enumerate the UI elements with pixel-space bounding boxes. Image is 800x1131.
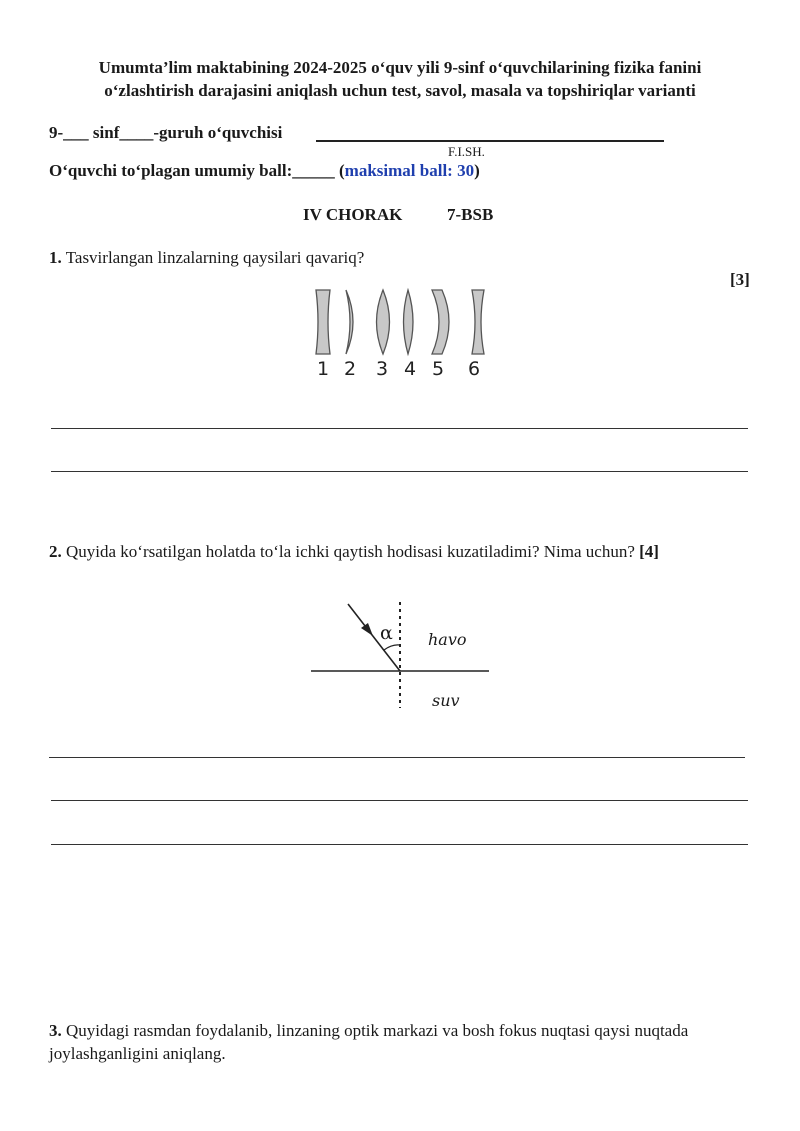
- lens-2: [346, 290, 353, 354]
- student-class-line: [49, 122, 282, 144]
- answer-line-q2-1[interactable]: [49, 757, 745, 758]
- sinf-label: sinf: [88, 123, 120, 142]
- score-label: O‘quvchi to‘plagan umumiy ball:: [49, 161, 293, 180]
- question-3-text-line2: joylashganligini aniqlang.: [49, 1044, 226, 1063]
- question-2-points: [4]: [639, 542, 659, 561]
- question-2-text: Quyida ko‘rsatilgan holatda to‘la ichki qaytish hodisasi kuzatiladimi? Nima uchun?: [66, 542, 635, 561]
- max-open: (: [339, 161, 345, 180]
- refraction-diagram: [305, 598, 500, 713]
- lenses-diagram: [300, 282, 500, 362]
- lens-4: [404, 290, 414, 354]
- name-caption: F.I.SH.: [448, 144, 485, 159]
- document-title-line1: Umumta’lim maktabining 2024-2025 o‘quv yili 9-sinf o‘quvchilarining fizika fanini: [98, 58, 702, 77]
- question-3-number: 3.: [49, 1021, 62, 1040]
- lens-1: [316, 290, 330, 354]
- lens-5: [432, 290, 449, 354]
- question-3-text-line1: Quyidagi rasmdan foydalanib, linzaning optik markazi va bosh fokus nuqtasi qaysi nuqtada: [66, 1021, 689, 1040]
- lens-label-5: 5: [432, 358, 445, 380]
- lens-label-3: 3: [376, 358, 389, 380]
- document-title-line2: o‘zlashtirish darajasini aniqlash uchun test, savol, masala va topshiriqlar varianti: [104, 81, 696, 100]
- class-blank[interactable]: ___: [63, 123, 89, 142]
- section-code: 7-BSB: [447, 205, 494, 224]
- student-name-line[interactable]: [316, 140, 664, 142]
- lens-label-4: 4: [404, 358, 417, 380]
- group-label: -guruh o‘quvchisi: [153, 123, 283, 142]
- quarter-label: IV CHORAK: [303, 205, 403, 224]
- medium-top-label: havo: [428, 630, 467, 649]
- answer-line-q1-2[interactable]: [51, 471, 748, 472]
- ray-arrow-icon: [361, 623, 373, 636]
- question-1-points: [3]: [730, 270, 750, 289]
- lens-6: [472, 290, 484, 354]
- max-close: ): [474, 161, 480, 180]
- score-blank[interactable]: _____: [292, 161, 335, 180]
- angle-arc: [384, 645, 400, 650]
- question-2: [49, 540, 659, 564]
- answer-line-q2-2[interactable]: [51, 800, 748, 801]
- question-2-number: 2.: [49, 542, 62, 561]
- group-blank[interactable]: ____: [119, 123, 154, 142]
- question-1-text: Tasvirlangan linzalarning qaysilari qavariq?: [65, 248, 365, 267]
- lens-label-6: 6: [468, 358, 481, 380]
- question-1-number: 1.: [49, 248, 62, 267]
- score-line: [49, 160, 480, 182]
- lens-label-1: 1: [317, 358, 330, 380]
- answer-line-q2-3[interactable]: [51, 844, 748, 845]
- max-score-text: maksimal ball: 30: [344, 161, 475, 180]
- medium-bottom-label: suv: [432, 691, 460, 710]
- lens-labels: [300, 358, 500, 384]
- angle-label: α: [380, 622, 393, 644]
- lens-label-2: 2: [344, 358, 357, 380]
- lens-3: [377, 290, 390, 354]
- question-1: [49, 246, 364, 270]
- question-3: [49, 1019, 688, 1043]
- answer-line-q1-1[interactable]: [51, 428, 748, 429]
- class-prefix: 9-: [49, 123, 64, 142]
